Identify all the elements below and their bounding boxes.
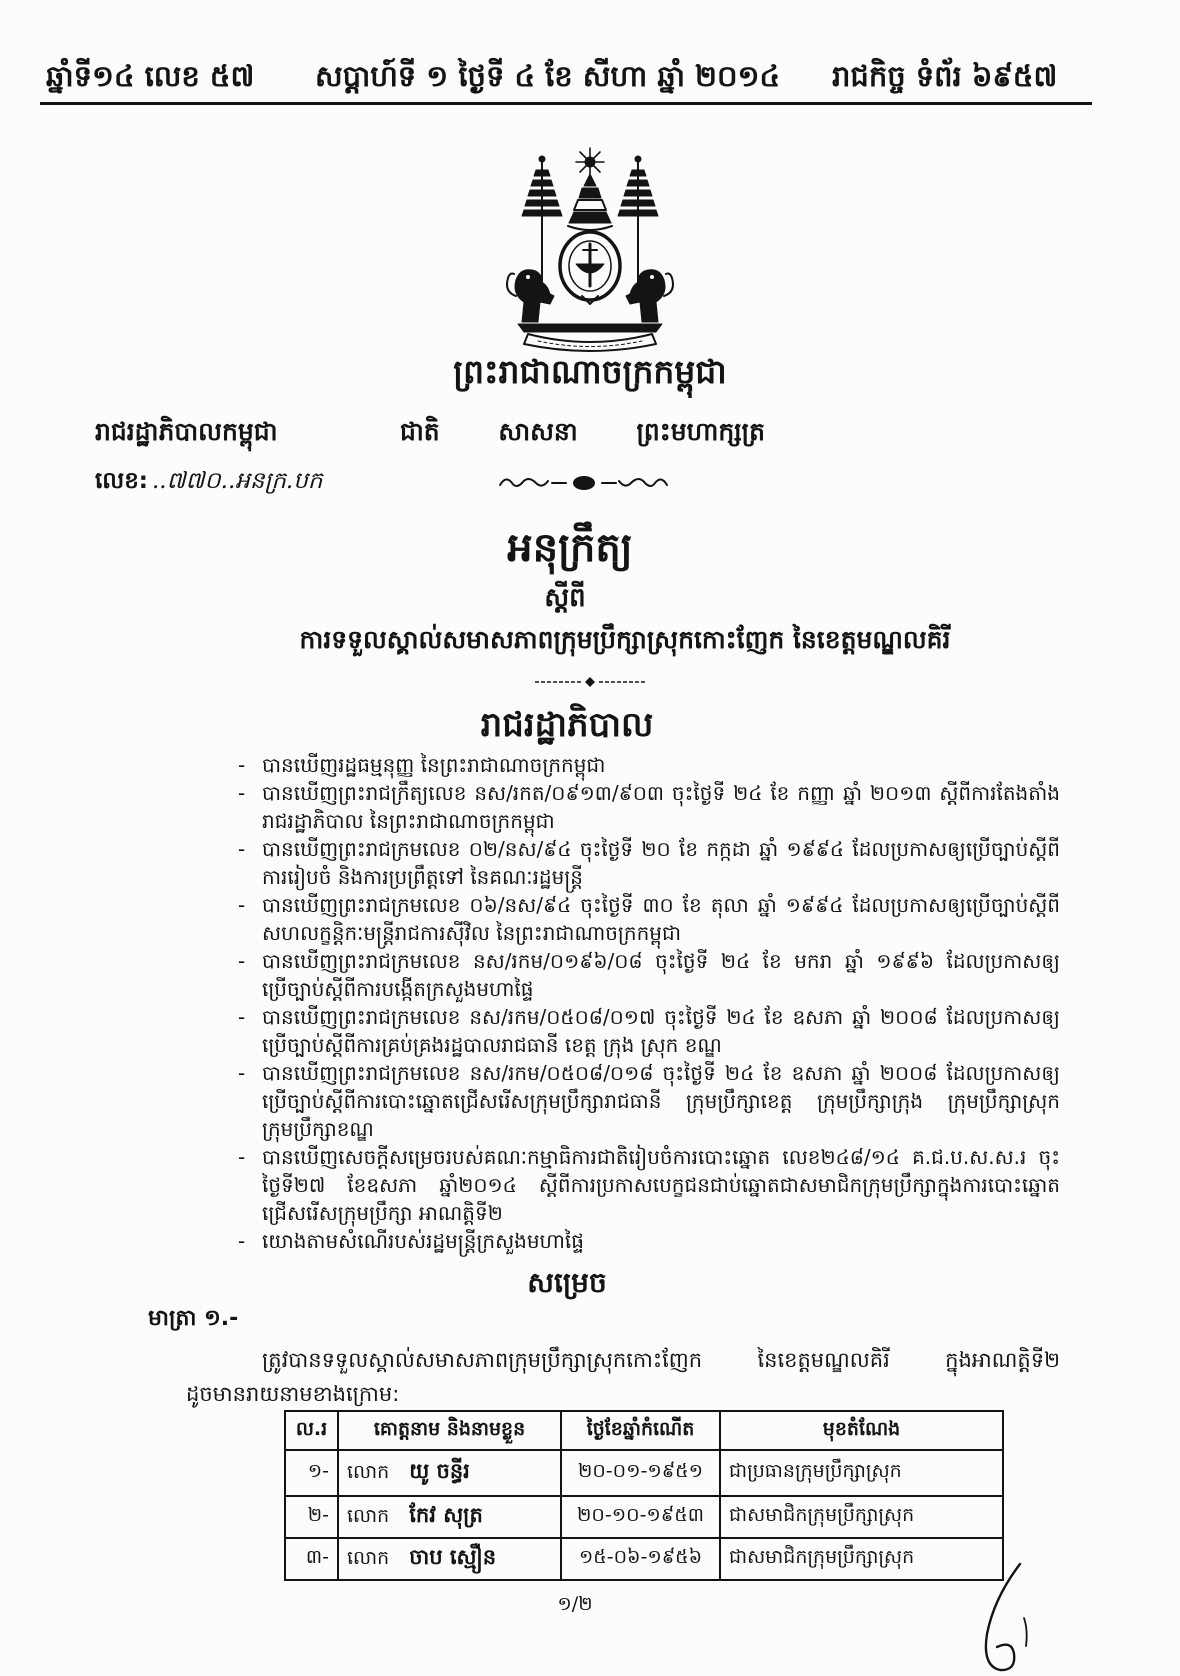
about-label: ស្តីពី [544,583,586,613]
position: ជាប្រធានក្រុមប្រឹក្សាស្រុក [720,1450,1003,1496]
list-item-line: ប្រើច្បាប់ស្តីពីការបោះឆ្នោតជ្រើសរើសក្រុមប្រឹក្សារាជធានី ក្រុមប្រឹក្សាខេត្ត ក្រុមប្រឹក្សាក្រុង ក្រុមប្រឹក្សាស្រុក [262,1089,1060,1113]
article-text-line: ដូចមានរាយនាមខាងក្រោម: [186,1382,400,1406]
list-item [238,1227,1062,1255]
list-item-line [238,947,1060,975]
considerations-list [238,751,1062,1255]
birth-date: ១៥-០៦-១៩៥៦ [561,1538,720,1580]
list-item [238,779,1062,835]
list-item-line [238,891,1060,919]
bullet-dash: - [238,781,246,805]
handwritten-initial-mark [972,1560,1042,1676]
list-item-line [238,1227,1060,1255]
government-name: រាជរដ្ឋាភិបាលកម្ពុជា [95,417,278,446]
bullet-dash: - [238,1005,246,1029]
gazette-date: សប្តាហ៍ទី ១ ថ្ងៃទី ៤ ខែ សីហា ឆ្នាំ ២០១៤ [314,59,781,93]
motto-nation: ជាតិ [400,417,440,446]
position: ជាសមាជិកក្រុមប្រឹក្សាស្រុក [720,1496,1003,1538]
member-name-cell [338,1450,561,1496]
list-item-line [238,779,1060,807]
list-item-line [238,835,1060,863]
bullet-dash: - [238,949,246,973]
document-type-title: អនុក្រឹត្យ [507,525,633,571]
line-text: យោងតាមសំណើរបស់រដ្ឋមន្ត្រីក្រសួងមហាផ្ទៃ [262,1229,584,1253]
birth-date: ២០-០១-១៩៥១ [561,1450,720,1496]
list-item-line [238,1003,1060,1031]
list-item-line: ប្រើច្បាប់ស្តីពីការបង្កើតក្រសួងមហាផ្ទៃ [262,977,534,1001]
line-text: បានឃើញព្រះរាជក្រមលេខ ០២/នស/៩៤ ចុះថ្ងៃទី ២០ ខែ កក្កដា ឆ្នាំ ១៩៩៤ ដែលប្រកាសឲ្យប្រើច្បាប់ស្តីពី [262,837,1060,861]
honorific: លោក [347,1460,390,1483]
issuer-heading: រាជរដ្ឋាភិបាល [480,705,654,745]
reference-handwritten-number: ..៧៧០..អនក្រ.បក [152,468,323,494]
column-header: ល.រ [285,1411,338,1450]
decision-heading: សម្រេច [527,1266,607,1299]
list-item-line: រាជរដ្ឋាភិបាល នៃព្រះរាជាណាចក្រកម្ពុជា [262,809,555,833]
section-divider-icon [535,676,645,688]
list-item-line [238,751,1060,779]
bullet-dash: - [238,837,246,861]
member-name: ចាប ស្មឿន [409,1544,497,1569]
table-row [285,1538,1003,1580]
reference-number [95,464,395,498]
list-item [238,835,1062,891]
row-number: ៣- [285,1538,338,1580]
royal-arms-emblem-icon [498,146,682,353]
list-item [238,1143,1062,1227]
row-number: ២- [285,1496,338,1538]
kingdom-title: ព្រះរាជាណាចក្រកម្ពុជា [453,352,727,391]
list-item-line: ជ្រើសរើសក្រុមប្រឹក្សា អាណត្តិទី២ [262,1201,503,1225]
gazette-issue: ឆ្នាំទី១៤ លេខ ៥៧ [46,59,255,93]
list-item-line [238,1059,1060,1087]
member-name: យូ ចន្ធីរ [409,1458,470,1483]
line-text: បានឃើញរដ្ឋធម្មនុញ្ញ នៃព្រះរាជាណាចក្រកម្ពុជា [262,753,606,777]
list-item-line: ថ្ងៃទី២៧ ខែឧសភា ឆ្នាំ២០១៤ ស្តីពីការប្រកាសបេក្ខជនជាប់ឆ្នោតជាសមាជិកក្រុមប្រឹក្សាក្នុងការបោះឆ្នោត [262,1173,1060,1197]
article-label: មាត្រា ១.- [148,1306,239,1331]
member-name-cell [338,1496,561,1538]
header-rule [40,102,1092,105]
gazette-page-ref: រាជកិច្ច ទំព័រ ៦៩៥៧ [832,59,1058,93]
bullet-dash: - [238,1145,246,1169]
list-item [238,751,1062,779]
bullet-dash: - [238,1061,246,1085]
reference-label: លេខ: [95,468,148,494]
honorific: លោក [347,1546,390,1569]
motto-ornament-icon [496,471,671,495]
line-text: បានឃើញព្រះរាជក្រឹត្យលេខ នស/រកត/០៩១៣/៩០៣ ចុះថ្ងៃទី ២៤ ខែ កញ្ញា ឆ្នាំ ២០១៣ ស្តីពីការតែងតាំង [262,781,1060,805]
column-header: ថ្ងៃខែឆ្នាំកំណើត [561,1411,720,1450]
list-item-line: សហលក្ខន្តិកៈមន្ត្រីរាជការស៊ីវិល នៃព្រះរាជាណាចក្រកម្ពុជា [262,921,682,945]
list-item-line [238,1143,1060,1171]
motto-king: ព្រះមហាក្សត្រ [636,417,765,446]
line-text: បានឃើញសេចក្តីសម្រេចរបស់គណៈកម្មាធិការជាតិរៀបចំការបោះឆ្នោត លេខ២៤៨/១៤ គ.ជ.ប.ស.ស.រ ចុះ [262,1145,1060,1169]
article-text-line: ត្រូវបានទទួលស្គាល់សមាសភាពក្រុមប្រឹក្សាស្រុកកោះញែក នៃខេត្តមណ្ឌលគិរី ក្នុងអាណត្តិទី២ [262,1348,1060,1372]
position: ជាសមាជិកក្រុមប្រឹក្សាស្រុក [720,1538,1003,1580]
line-text: បានឃើញព្រះរាជក្រមលេខ នស/រកម/០១៩៦/០៨ ចុះថ្ងៃទី ២៤ ខែ មករា ឆ្នាំ ១៩៩៦ ដែលប្រកាសឲ្យ [262,949,1060,973]
line-text: បានឃើញព្រះរាជក្រមលេខ ០៦/នស/៩៤ ចុះថ្ងៃទី ៣០ ខែ តុលា ឆ្នាំ ១៩៩៤ ដែលប្រកាសឲ្យប្រើច្បាប់ស្តីពី [262,893,1060,917]
list-item-line: ការរៀបចំ និងការប្រព្រឹត្តទៅ នៃគណៈរដ្ឋមន្ត្រី [262,865,583,889]
list-item [238,891,1062,947]
birth-date: ២០-១០-១៩៥៣ [561,1496,720,1538]
table-row [285,1450,1003,1496]
member-name-cell [338,1538,561,1580]
member-name: កែវ សុត្រ [409,1502,483,1527]
list-item [238,947,1062,1003]
honorific: លោក [347,1504,390,1527]
table-header-row [285,1411,1003,1450]
column-header: គោត្តនាម និងនាមខ្លួន [338,1411,561,1450]
page-number: ១/២ [557,1593,593,1615]
list-item-line: ក្រុមប្រឹក្សាខណ្ឌ [262,1117,374,1141]
list-item-line: ប្រើច្បាប់ស្តីពីការគ្រប់គ្រងរដ្ឋបាលរាជធានី ខេត្ត ក្រុង ស្រុក ខណ្ឌ [262,1033,722,1057]
column-header: មុខតំណែង [720,1411,1003,1450]
bullet-dash: - [238,753,246,777]
line-text: បានឃើញព្រះរាជក្រមលេខ នស/រកម/០៥០៨/០១៨ ចុះថ្ងៃទី ២៤ ខែ ឧសភា ឆ្នាំ ២០០៨ ដែលប្រកាសឲ្យ [262,1061,1060,1085]
bullet-dash: - [238,1229,246,1253]
members-table [284,1410,1004,1581]
list-item [238,1059,1062,1143]
table-row [285,1496,1003,1538]
national-motto [400,414,765,450]
bullet-dash: - [238,893,246,917]
line-text: បានឃើញព្រះរាជក្រមលេខ នស/រកម/០៥០៨/០១៧ ចុះថ្ងៃទី ២៤ ខែ ឧសភា ឆ្នាំ ២០០៨ ដែលប្រកាសឲ្យ [262,1005,1060,1029]
motto-religion: សាសនា [498,417,578,446]
row-number: ១- [285,1450,338,1496]
list-item [238,1003,1062,1059]
document-subject: ការទទួលស្គាល់សមាសភាពក្រុមប្រឹក្សាស្រុកកោះញែក នៃខេត្តមណ្ឌលគិរី [299,625,951,654]
